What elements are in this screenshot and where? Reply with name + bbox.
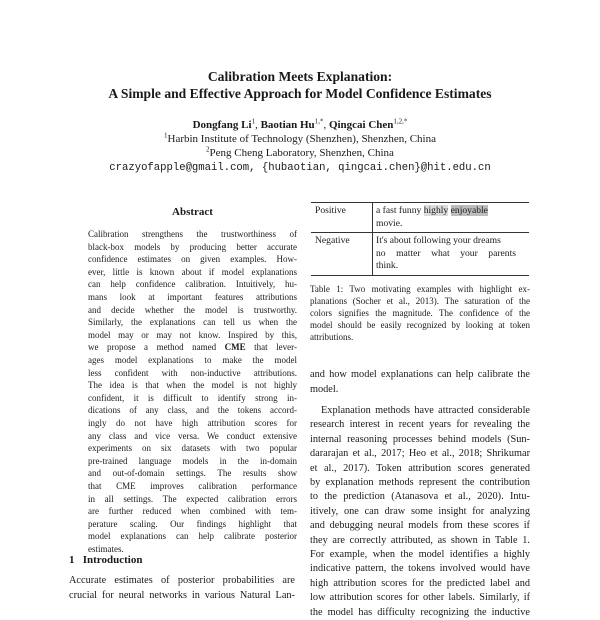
body-line: For example, when the model identifies a highly <box>310 549 530 560</box>
example-text: movie. <box>376 217 403 229</box>
affiliation-1 <box>0 132 600 146</box>
method-name: CME <box>224 342 246 353</box>
paper-title-line-1: Calibration Meets Explanation: <box>207 69 393 84</box>
author-list: Dongfang Li$^1$, Baotian $Hu^{1,*}$, Qingcai Chen$^{1,2,*}$ <box>192 117 408 131</box>
intro-line: crucial for neural networks in various Natural Lan- <box>69 589 295 601</box>
author-affiliation-mark: 1,2,* <box>393 117 408 126</box>
body-line: internal reasoning processes behind models (Sun- <box>310 433 530 445</box>
abstract-line: pre-trained language models in the in-domain <box>88 455 297 466</box>
body-line: Explanation methods have attracted considerable <box>321 405 530 416</box>
table-label-negative: Negative <box>311 233 373 276</box>
body-line: indicative pattern, the tokens involved would have <box>310 563 530 575</box>
caption-line: attributions. <box>310 332 354 342</box>
abstract-line: and decide whether the model is trustworthy. <box>88 304 297 315</box>
table-row <box>311 233 529 276</box>
caption-line: colors signifies the magnitude. The confidence of the <box>310 308 530 318</box>
affiliation-mark: 2 <box>206 145 210 154</box>
abstract-line <box>88 341 297 354</box>
abstract-line: confident, it is difficult to identify strong in- <box>88 392 297 403</box>
abstract-line: estimates. <box>88 544 124 554</box>
abstract-heading: Abstract <box>172 206 213 218</box>
body-line: they are correctly attributed, as shown in Table 1. <box>310 534 530 546</box>
affiliation-2 <box>0 146 600 160</box>
body-line: by explanation methods represent the contribution <box>310 477 530 488</box>
caption-line: Table 1: Two motivating examples with highlight ex- <box>310 284 530 294</box>
author-affiliation-mark: 1 <box>251 117 256 126</box>
caption-line: model should be easily recognized by looking at token <box>310 320 530 330</box>
author-name: Dongfang Li <box>192 119 252 131</box>
abstract-line: experiments on six datasets with two popular <box>88 443 297 454</box>
example-text: a fast funny <box>376 205 424 216</box>
table-example-positive <box>373 203 530 233</box>
abstract-line: ages model explanations to make the model <box>88 355 297 365</box>
example-text: think. <box>376 260 399 272</box>
author-emails: crazyofapple@gmail.com, {hubaotian, qingcai.chen}@hit.edu.cn <box>109 162 491 174</box>
abstract-line: Similarly, the explanations can tell us when the <box>88 317 297 328</box>
author-name: Baotian Hu <box>260 119 315 131</box>
abstract-line: Calibration strengthens the trustworthiness of <box>88 229 297 239</box>
body-line: the model has difficulty recognizing the inductive <box>310 606 530 618</box>
abstract-line: that CME improves calibration performance <box>88 481 297 491</box>
abstract-line: model explanations can help calibrate posterior <box>88 531 297 542</box>
highlighted-token: highly <box>423 205 449 216</box>
abstract-line: are further reduced when combined with tem- <box>88 506 297 517</box>
section-title: Introduction <box>82 554 143 566</box>
author-name: Qingcai Chen <box>328 119 394 131</box>
body-line: to the prediction (Atanasova et al., 2020). Intu- <box>310 491 530 503</box>
abstract-text: we propose a method named <box>88 342 217 353</box>
abstract-line: perature scaling. Our findings highlight that <box>88 518 297 529</box>
affiliation-mark: 1 <box>164 131 168 140</box>
abstract-line: mans look at important features attributions <box>88 292 297 302</box>
body-line: low attribution scores for other labels. Similarly, if <box>310 592 530 604</box>
body-line: and how model explanations can help calibrate the <box>310 369 530 380</box>
abstract-text: that lever- <box>254 342 297 353</box>
affiliation-text: Harbin Institute of Technology (Shenzhen), Shenzhen, China <box>167 133 436 145</box>
example-text: no matter what your parents <box>376 247 516 259</box>
body-line: and debugging neural models from these scores if <box>310 520 530 532</box>
abstract-line: can help confidence calibration. Intuitively, hu- <box>88 279 297 290</box>
abstract-line: confidence estimates on given examples. How- <box>88 254 297 265</box>
author-affiliation-mark: 1,* <box>314 117 324 126</box>
table-example-negative <box>373 233 530 276</box>
body-line: et al., 2017). Token attribution scores generated <box>310 462 530 474</box>
body-line: research interest in recent years for revealing the <box>310 419 530 431</box>
table-label-positive: Positive <box>311 203 373 233</box>
abstract-line: black-box models by producing better accurate <box>88 241 297 252</box>
abstract-line: The idea is that when the model is not highly <box>88 380 297 391</box>
example-text: It's about following your dreams <box>376 235 501 247</box>
example-table <box>311 202 529 276</box>
abstract-line: any class and vice versa. We conduct extensive <box>88 430 297 441</box>
abstract-line: less confident with non-inductive attributions. <box>88 367 297 378</box>
abstract-line: dications of any class, and the tokens accord- <box>88 405 297 416</box>
paper-title-line-2: A Simple and Effective Approach for Model Confidence Estimates <box>108 86 492 101</box>
highlighted-token: enjoyable <box>450 205 488 216</box>
affiliation-text: Peng Cheng Laboratory, Shenzhen, China <box>209 147 394 159</box>
abstract-line: model may or may not know. Inspired by this, <box>88 329 297 340</box>
caption-line: planations (Socher et al., 2013). The saturation of the <box>310 296 530 306</box>
table-row <box>311 203 529 233</box>
body-line: model. <box>310 383 339 395</box>
abstract-line: ingly do not have high attribution scores for <box>88 418 297 428</box>
abstract-line: and out-of-domain settings. The results show <box>88 468 297 479</box>
section-number: 1 <box>69 554 75 566</box>
section-heading-introduction <box>69 554 142 566</box>
body-line: high attribution scores for the predicted label and <box>310 577 530 589</box>
intro-line: Accurate estimates of posterior probabilities are <box>69 575 295 586</box>
body-line: itively, one can draw some insight for analyzing <box>310 505 530 517</box>
body-line: dararajan et al., 2017; Heo et al., 2018; Shrikumar <box>310 448 530 460</box>
abstract-line: ever, little is known about if model explanations <box>88 266 297 277</box>
abstract-line: in all settings. The expected calibration errors <box>88 493 297 504</box>
